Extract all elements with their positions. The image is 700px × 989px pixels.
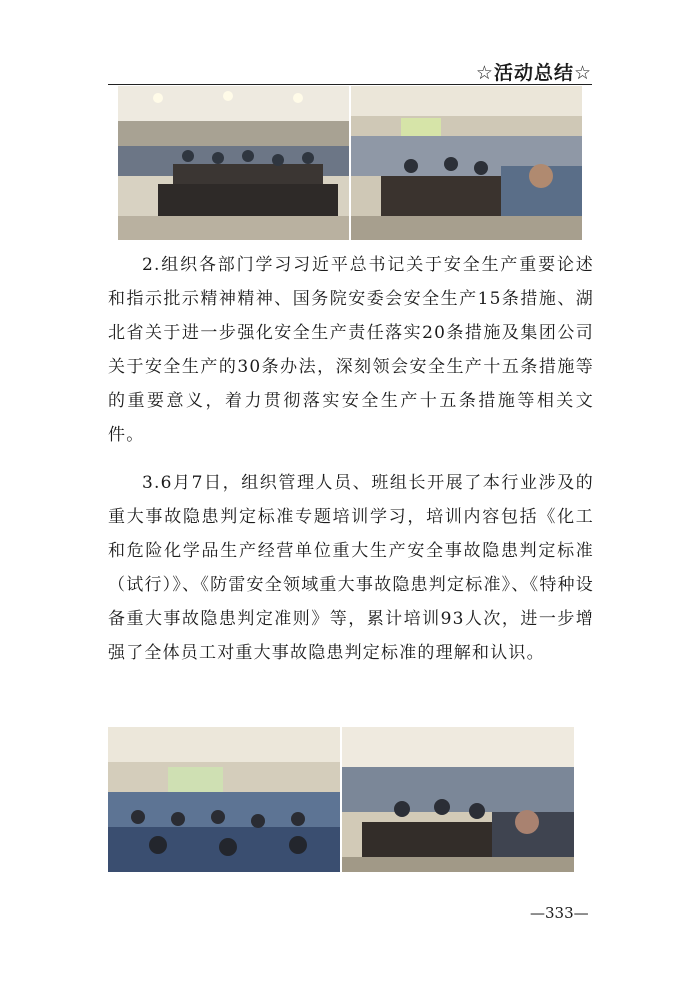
paragraph-2: 2.组织各部门学习习近平总书记关于安全生产重要论述和指示批示精神精神、国务院安委会安全生产15条措施、湖北省关于进一步强化安全生产责任落实20条措施及集团公司关于安全生产的30条办法，深刻领会安全生产十五条措施等的重要意义，着力贯彻落实安全生产十五条措施等相关文件。 (108, 255, 594, 445)
header-divider (108, 84, 592, 85)
meeting-photo-left (118, 86, 349, 240)
section-title: ☆活动总结☆ (475, 62, 592, 84)
paragraph-3: 3.6月7日，组织管理人员、班组长开展了本行业涉及的重大事故隐患判定标准专题培训学习，培训内容包括《化工和危险化学品生产经营单位重大生产安全事故隐患判定标准（试行）》、《防雷安全领域重大事故隐患判定标准》、《特种设备重大事故隐患判定准则》等，累计培训93人次，进一步增强了全体员工对重大事故隐患判定标准的理解和认识。 (108, 473, 594, 663)
meeting-photo-right (351, 86, 582, 240)
training-photo-right (342, 727, 574, 872)
page-number: —333— (530, 904, 589, 922)
training-photo-left (108, 727, 340, 872)
